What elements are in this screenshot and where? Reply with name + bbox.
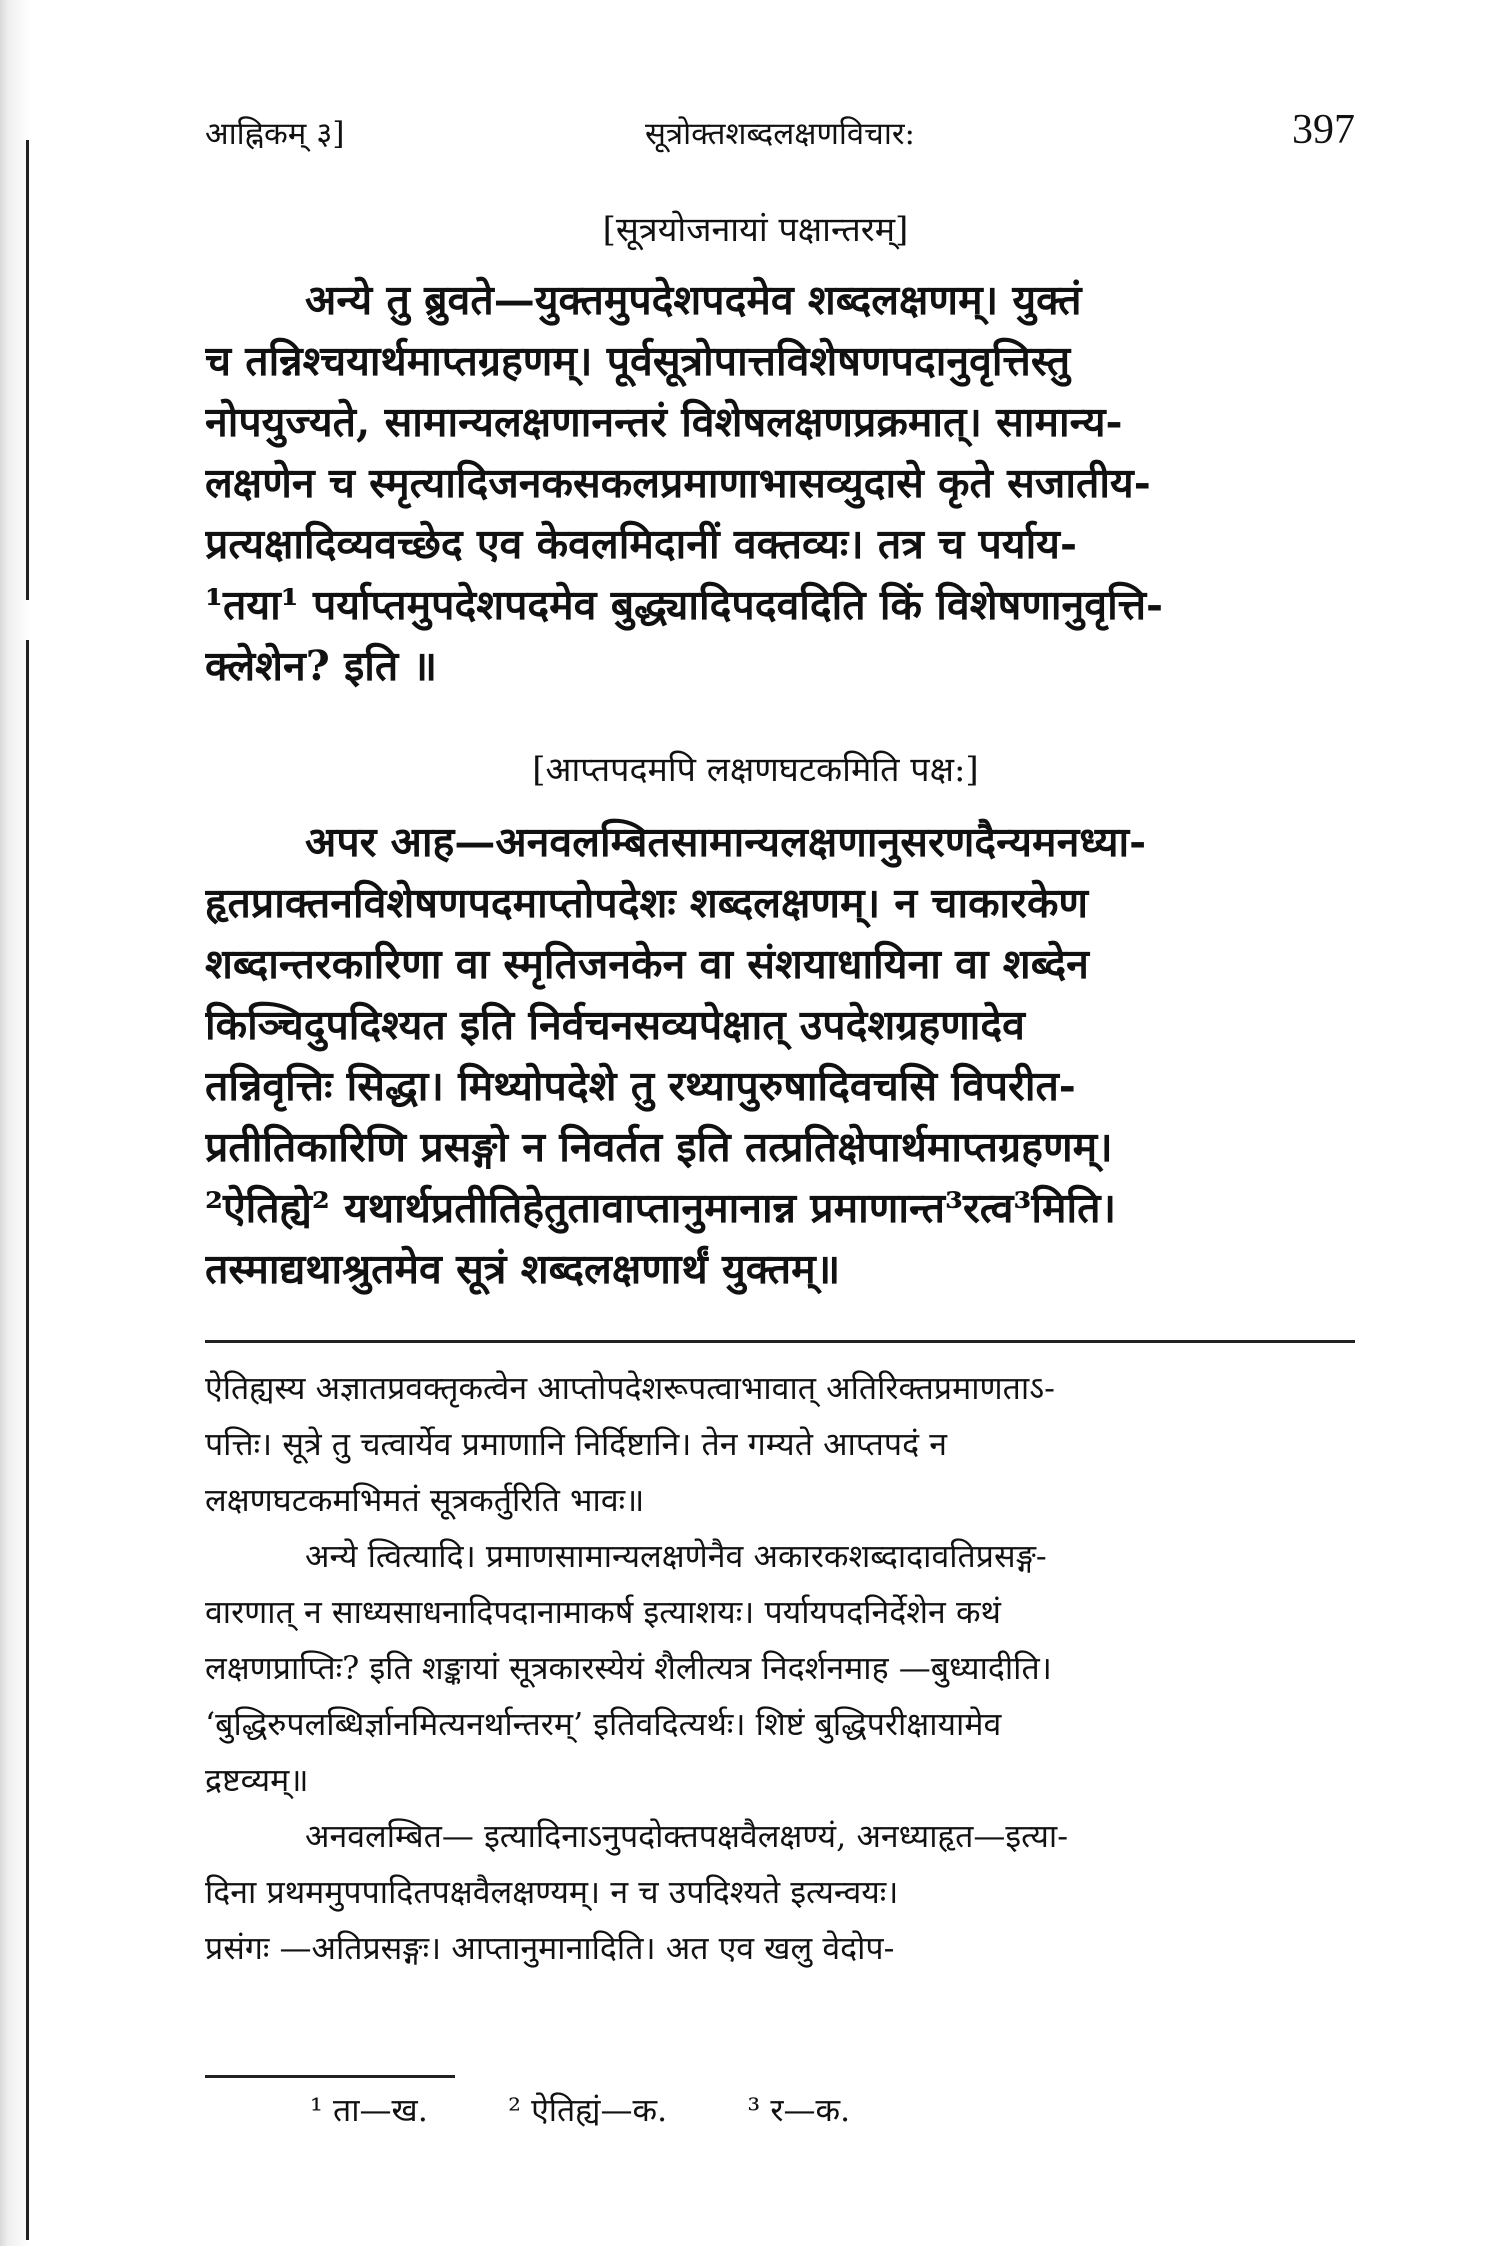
text-line: क्लेशेन? इति ॥	[205, 642, 438, 690]
running-title: सूत्रोक्तशब्दलक्षणविचार:	[645, 116, 916, 152]
commentary-line: पत्तिः। सूत्रे तु चत्वार्येव प्रमाणानि निर्दिष्टानि। तेन गम्यते आप्तपदं न	[205, 1425, 948, 1463]
main-text-section-2	[205, 812, 1355, 1300]
page-number: 397	[1292, 107, 1355, 153]
text-line: लक्षणेन च स्मृत्यादिजनकसकलप्रमाणाभासव्युदासे कृते सजातीय-	[205, 459, 1151, 507]
section-heading: [सूत्रयोजनायां पक्षान्तरम्]	[602, 210, 909, 250]
section-heading: [आप्तपदमपि लक्षणघटकमिति पक्ष:]	[532, 750, 979, 790]
commentary-line: ऐतिह्यस्य अज्ञातप्रवक्तृकत्वेन आप्तोपदेशरूपत्वाभावात् अतिरिक्तप्रमाणताऽ-	[205, 1369, 1055, 1407]
commentary-divider	[205, 1340, 1355, 1343]
text-line: अन्ये तु ब्रुवते—युक्तमुपदेशपदमेव शब्दलक्षणम्। युक्तं	[305, 276, 1082, 324]
footnotes	[310, 2080, 920, 2140]
commentary-line: अनवलम्बित— इत्यादिनाऽनुपदोक्तपक्षवैलक्षण्यं, अनध्याहृत—इत्या-	[305, 1817, 1069, 1855]
footnote-1: ¹ ता—ख.	[310, 2091, 428, 2129]
main-text-section-1	[205, 270, 1355, 697]
commentary-line: लक्षणघटकमभिमतं सूत्रकर्तुरिति भावः॥	[205, 1481, 645, 1519]
text-line: तस्माद्यथाश्रुतमेव सूत्रं शब्दलक्षणार्थं युक्तम्॥	[205, 1245, 841, 1293]
text-line: ¹तया¹ पर्याप्तमुपदेशपदमेव बुद्ध्यादिपदवदिति किं विशेषणानुवृत्ति-	[205, 581, 1164, 629]
commentary-line: लक्षणप्राप्तिः? इति शङ्कायां सूत्रकारस्येयं शैलीत्यत्र निदर्शनमाह —बुध्यादीति।	[205, 1649, 1052, 1687]
running-header	[205, 106, 1355, 166]
commentary-line: ‘बुद्धिरुपलब्धिर्ज्ञानमित्यनर्थान्तरम्’ इतिवदित्यर्थः। शिष्टं बुद्धिपरीक्षायामेव	[205, 1705, 1002, 1743]
text-line: च तन्निश्चयार्थमाप्तग्रहणम्। पूर्वसूत्रोपात्तविशेषणपदानुवृत्तिस्तु	[205, 337, 1071, 385]
footnote-2: ² ऐतिह्यं—क.	[508, 2091, 668, 2129]
text-line: प्रतीतिकारिणि प्रसङ्गो न निवर्तत इति तत्प्रतिक्षेपार्थमाप्तग्रहणम्।	[205, 1123, 1113, 1171]
text-line: प्रत्यक्षादिव्यवच्छेद एव केवलमिदानीं वक्तव्यः। तत्र च पर्याय-	[205, 520, 1077, 568]
commentary-line: अन्ये त्वित्यादि। प्रमाणसामान्यलक्षणेनैव अकारकशब्दादावतिप्रसङ्ग-	[305, 1537, 1047, 1575]
text-line: हृतप्राक्तनविशेषणपदमाप्तोपदेशः शब्दलक्षणम्। न चाकारकेण	[205, 879, 1089, 927]
footnote-divider	[205, 2075, 455, 2078]
commentary-line: दिना प्रथममुपपादितपक्षवैलक्षण्यम्। न च उपदिश्यते इत्यन्वयः।	[205, 1873, 899, 1911]
chapter-label: आह्निकम् ३]	[205, 116, 345, 152]
text-line: किञ्चिदुपदिश्यत इति निर्वचनसव्यपेक्षात् उपदेशग्रहणादेव	[205, 1001, 1025, 1049]
text-line: नोपयुज्यते, सामान्यलक्षणानन्तरं विशेषलक्षणप्रक्रमात्। सामान्य-	[205, 398, 1123, 446]
commentary-line: प्रसंगः —अतिप्रसङ्गः। आप्तानुमानादिति। अत एव खलु वेदोप-	[205, 1929, 895, 1967]
text-line: शब्दान्तरकारिणा वा स्मृतिजनकेन वा संशयाधायिना वा शब्देन	[205, 940, 1089, 988]
commentary	[205, 1360, 1355, 1976]
commentary-line: द्रष्टव्यम्॥	[205, 1761, 309, 1799]
text-line: ²ऐतिह्ये² यथार्थप्रतीतिहेतुतावाप्तानुमानान्न प्रमाणान्त³रत्व³मिति।	[205, 1184, 1117, 1232]
footnote-3: ³ र—क.	[747, 2091, 851, 2129]
commentary-line: वारणात् न साध्यसाधनादिपदानामाकर्ष इत्याशयः। पर्यायपदनिर्देशेन कथं	[205, 1593, 1001, 1631]
text-line: तन्निवृत्तिः सिद्धा। मिथ्योपदेशे तु रथ्यापुरुषादिवचसि विपरीत-	[205, 1062, 1076, 1110]
text-line: अपर आह—अनवलम्बितसामान्यलक्षणानुसरणदैन्यमनध्या-	[305, 818, 1147, 866]
